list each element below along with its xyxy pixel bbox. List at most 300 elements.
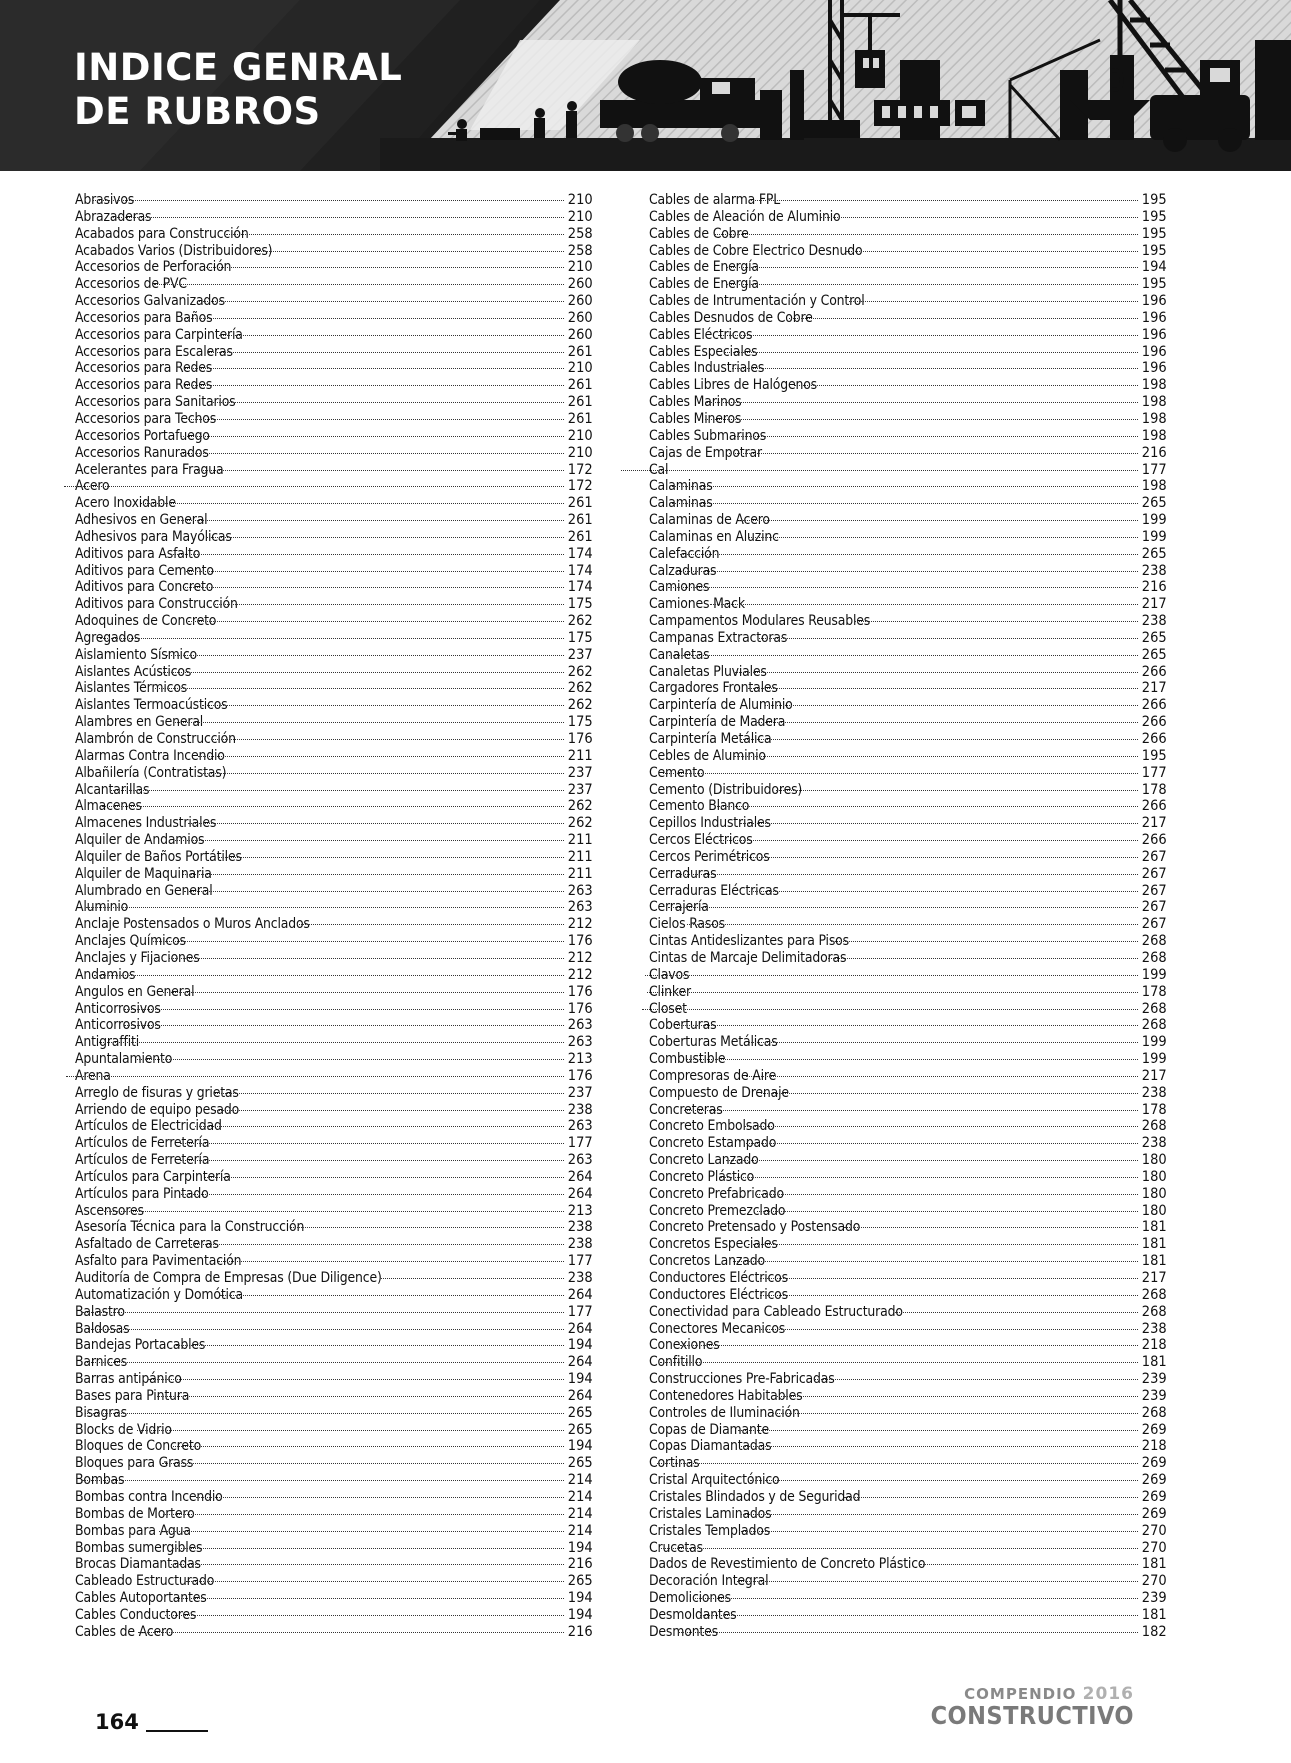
index-entry	[75, 596, 593, 613]
entry-name: Asfalto para Pavimentación	[75, 1253, 242, 1270]
dot-leader	[154, 284, 564, 285]
entry-page-number: 262	[568, 815, 593, 832]
dot-leader	[777, 1396, 1139, 1397]
index-entry	[649, 613, 1167, 630]
index-entry	[75, 293, 593, 310]
entry-name: Cerraduras Eléctricas	[649, 882, 779, 899]
entry-name: Canaletas	[649, 646, 710, 663]
entry-name: Accesorios Galvanizados	[75, 293, 225, 310]
index-entry	[75, 1051, 593, 1068]
dot-leader	[741, 1446, 1139, 1447]
index-entry	[649, 1573, 1167, 1590]
entry-name: Cables de alarma FPL	[649, 192, 781, 208]
dot-leader	[757, 722, 1139, 723]
dot-leader	[159, 672, 564, 673]
dot-leader	[184, 368, 565, 369]
entry-name: Calzaduras	[649, 562, 717, 579]
entry-name: Accesorios para Techos	[75, 410, 217, 427]
index-entry	[75, 1186, 593, 1203]
dot-leader	[215, 1110, 564, 1111]
entry-page-number: 210	[568, 444, 593, 461]
index-entry	[75, 1438, 593, 1455]
entry-page-number: 260	[568, 309, 593, 326]
index-entry	[75, 1085, 593, 1102]
entry-name: Cerrajería	[649, 899, 709, 916]
index-entry	[75, 1017, 593, 1034]
dot-leader	[180, 1143, 564, 1144]
entry-page-number: 176	[568, 731, 593, 747]
entry-page-number: 264	[568, 1286, 593, 1303]
index-entry	[649, 798, 1167, 815]
entry-page-number: 239	[1142, 1387, 1167, 1404]
index-entry	[649, 1085, 1167, 1102]
entry-name: Acelerantes para Fragua	[75, 461, 224, 478]
index-entry	[649, 933, 1167, 950]
entry-name: Combustible	[649, 1051, 726, 1068]
entry-name: Cristales Laminados	[649, 1505, 772, 1522]
index-entry	[649, 1556, 1167, 1573]
entry-page-number: 267	[1142, 865, 1167, 882]
entry-name: Clinker	[649, 983, 691, 1000]
dot-leader	[748, 1042, 1139, 1043]
entry-name: Aditivos para Concreto	[75, 579, 214, 596]
entry-page-number: 180	[1142, 1185, 1167, 1202]
entry-name: Cables Marinos	[649, 394, 742, 411]
index-entry	[649, 327, 1167, 344]
dot-leader	[184, 318, 564, 319]
brand-year: 2016	[1082, 1684, 1134, 1704]
entry-page-number: 181	[1142, 1606, 1167, 1623]
index-entry	[649, 377, 1167, 394]
dot-leader	[206, 267, 564, 268]
entry-name: Aluminio	[75, 899, 129, 916]
index-entry	[75, 714, 593, 731]
dot-leader	[677, 1025, 1139, 1026]
dot-leader	[82, 1480, 565, 1481]
entry-name: Cemento	[649, 764, 705, 781]
brand-line-2: CONSTRUCTIVO	[930, 1701, 1134, 1730]
entry-page-number: 195	[1142, 208, 1167, 225]
dot-leader	[684, 1110, 1139, 1111]
entry-name: Conexiones	[649, 1337, 720, 1354]
dot-leader	[735, 672, 1138, 673]
dot-leader	[124, 1009, 564, 1010]
index-entry	[75, 478, 593, 495]
entry-page-number: 264	[568, 1354, 593, 1371]
entry-name: Concreto Plástico	[649, 1168, 755, 1185]
index-entry	[649, 1169, 1167, 1186]
entry-name: Accesorios de PVC	[75, 276, 187, 293]
index-entry	[649, 1337, 1167, 1354]
index-entry	[649, 832, 1167, 849]
entry-page-number: 265	[1142, 646, 1167, 663]
index-entry	[649, 630, 1167, 647]
entry-page-number: 261	[568, 410, 593, 427]
entry-name: Cristales Blindados y de Seguridad	[649, 1488, 861, 1505]
index-entry	[75, 1573, 593, 1590]
entry-page-number: 268	[1142, 949, 1167, 966]
entry-name: Adhesivos en General	[75, 512, 208, 529]
entry-name: Anclajes Químicos	[75, 933, 186, 950]
entry-name: Cepillos Industriales	[649, 815, 771, 832]
entry-name: Cables de Energía	[649, 276, 759, 293]
index-entry	[649, 765, 1167, 782]
index-entry	[649, 1034, 1167, 1051]
index-entry	[649, 1102, 1167, 1119]
index-entry	[75, 731, 593, 748]
entry-page-number: 199	[1142, 512, 1167, 529]
entry-page-number: 195	[1142, 225, 1167, 242]
index-entry	[75, 377, 593, 394]
index-entry	[649, 664, 1167, 681]
dot-leader	[202, 705, 565, 706]
entry-page-number: 261	[568, 528, 593, 545]
dot-leader	[828, 958, 1139, 959]
entry-name: Demoliciones	[649, 1590, 731, 1607]
entry-name: Abrasivos	[75, 192, 135, 208]
index-entry	[75, 1118, 593, 1135]
entry-page-number: 238	[1142, 1135, 1167, 1152]
index-entry	[649, 1506, 1167, 1523]
entry-name: Adoquines de Concreto	[75, 613, 217, 630]
dot-leader	[291, 1227, 565, 1228]
entry-page-number: 269	[1142, 1455, 1167, 1472]
dot-leader	[124, 1025, 564, 1026]
index-entry	[75, 1472, 593, 1489]
dot-leader	[206, 537, 564, 538]
entry-name: Calaminas	[649, 478, 713, 495]
index-entry	[75, 1102, 593, 1119]
index-entry	[75, 798, 593, 815]
entry-name: Accesorios para Redes	[75, 360, 213, 377]
entry-page-number: 238	[568, 1101, 593, 1118]
dot-leader	[726, 1160, 1139, 1161]
entry-page-number: 210	[568, 360, 593, 377]
dot-leader	[171, 1446, 565, 1447]
dot-leader	[920, 1564, 1139, 1565]
dot-leader	[846, 251, 1138, 252]
entry-name: Adhesivos para Mayólicas	[75, 528, 232, 545]
entry-name: Barras antipánico	[75, 1371, 182, 1388]
dot-leader	[184, 385, 565, 386]
index-entry	[75, 259, 593, 276]
index-entry	[75, 546, 593, 563]
entry-name: Artículos de Ferretería	[75, 1152, 210, 1169]
dot-leader	[680, 554, 1138, 555]
dot-leader	[198, 756, 564, 757]
entry-page-number: 264	[568, 1320, 593, 1337]
dot-leader	[718, 335, 1138, 336]
entry-name: Concreto Premezclado	[649, 1202, 786, 1219]
dot-leader	[88, 1329, 565, 1330]
dot-leader	[82, 1312, 564, 1313]
entry-name: Dados de Revestimiento de Concreto Plástico	[649, 1556, 926, 1573]
dot-leader	[254, 251, 565, 252]
entry-name: Aislantes Acústicos	[75, 663, 192, 680]
dot-leader	[732, 368, 1138, 369]
entry-name: Cables Mineros	[649, 410, 742, 427]
dot-leader	[169, 958, 564, 959]
entry-page-number: 262	[568, 697, 593, 714]
entry-name: Cables de Intrumentación y Control	[649, 293, 865, 310]
index-entry	[649, 697, 1167, 714]
entry-page-number: 216	[568, 1556, 593, 1573]
entry-page-number: 177	[568, 1253, 593, 1270]
entry-name: Alquiler de Andamios	[75, 832, 205, 849]
entry-page-number: 174	[568, 545, 593, 562]
entry-name: Alcantarillas	[75, 781, 150, 798]
dot-leader	[794, 385, 1139, 386]
dot-leader	[678, 1632, 1138, 1633]
index-entry	[649, 731, 1167, 748]
entry-page-number: 196	[1142, 293, 1167, 310]
entry-name: Artículos para Carpintería	[75, 1168, 231, 1185]
entry-name: Cal	[649, 461, 669, 478]
entry-page-number: 264	[568, 1185, 593, 1202]
entry-name: Cables Conductores	[75, 1606, 197, 1623]
dot-leader	[113, 217, 564, 218]
dot-leader	[672, 486, 1138, 487]
index-entry	[75, 579, 593, 596]
dot-leader	[172, 1548, 564, 1549]
entry-name: Concreteras	[649, 1101, 723, 1118]
index-entry	[75, 1506, 593, 1523]
index-entry	[75, 1354, 593, 1371]
index-entry	[75, 647, 593, 664]
entry-page-number: 180	[1142, 1168, 1167, 1185]
index-entry	[75, 849, 593, 866]
dot-leader	[668, 587, 1138, 588]
dot-leader	[181, 436, 564, 437]
entry-name: Balastro	[75, 1303, 125, 1320]
entry-name: Bombas	[75, 1472, 125, 1489]
index-entry	[75, 832, 593, 849]
entry-page-number: 265	[568, 1573, 593, 1590]
entry-name: Carpintería Metálica	[649, 731, 772, 747]
entry-page-number: 266	[1142, 832, 1167, 849]
entry-name: Conductores Eléctricos	[649, 1270, 788, 1286]
dot-leader	[111, 790, 565, 791]
entry-name: Accesorios para Redes	[75, 377, 213, 394]
entry-page-number: 194	[568, 1590, 593, 1607]
entry-page-number: 261	[568, 343, 593, 360]
dot-leader	[761, 1093, 1138, 1094]
index-entry	[75, 1253, 593, 1270]
dot-leader	[751, 200, 1139, 201]
index-entry	[75, 1169, 593, 1186]
index-entry	[75, 192, 593, 209]
dot-leader	[177, 1598, 564, 1599]
dot-leader	[733, 1261, 1138, 1262]
entry-page-number: 194	[568, 1371, 593, 1388]
index-entry	[649, 1304, 1167, 1321]
entry-name: Almacenes Industriales	[75, 815, 217, 832]
entry-name: Coberturas Metálicas	[649, 1034, 778, 1051]
entry-page-number: 237	[568, 764, 593, 781]
entry-page-number: 265	[1142, 545, 1167, 562]
entry-page-number: 237	[568, 646, 593, 663]
dot-leader	[765, 705, 1138, 706]
index-entry	[75, 327, 593, 344]
entry-page-number: 210	[568, 208, 593, 225]
entry-name: Concreto Lanzado	[649, 1152, 759, 1169]
entry-page-number: 263	[568, 882, 593, 899]
index-entry	[75, 613, 593, 630]
dot-leader	[94, 975, 564, 976]
dot-leader	[170, 554, 564, 555]
index-entry	[75, 1371, 593, 1388]
entry-name: Arriendo de equipo pesado	[75, 1101, 240, 1118]
entry-name: Compuesto de Drenaje	[649, 1084, 789, 1101]
entry-name: Aditivos para Cemento	[75, 562, 214, 579]
dot-leader	[738, 857, 1138, 858]
entry-page-number: 195	[1142, 747, 1167, 764]
dot-leader	[741, 739, 1139, 740]
entry-page-number: 238	[1142, 613, 1167, 630]
entry-name: Cebles de Aluminio	[649, 747, 766, 764]
entry-page-number: 176	[568, 933, 593, 950]
index-entry	[649, 495, 1167, 512]
entry-name: Construcciones Pre-Fabricadas	[649, 1371, 835, 1388]
index-entry	[649, 344, 1167, 361]
dot-leader	[706, 402, 1139, 403]
entry-page-number: 263	[568, 1017, 593, 1034]
entry-name: Cables de Energía	[649, 259, 759, 276]
dot-leader	[155, 688, 565, 689]
dot-leader	[893, 1312, 1138, 1313]
entry-page-number: 181	[1142, 1236, 1167, 1253]
index-entry	[649, 445, 1167, 462]
dot-leader	[195, 1126, 565, 1127]
dot-leader	[739, 1531, 1138, 1532]
entry-name: Accesorios para Carpintería	[75, 326, 243, 343]
entry-page-number: 262	[568, 680, 593, 697]
index-entry	[75, 916, 593, 933]
dot-leader	[163, 992, 564, 993]
entry-page-number: 199	[1142, 528, 1167, 545]
index-entry	[649, 1354, 1167, 1371]
entry-page-number: 211	[568, 865, 593, 882]
index-entry	[75, 1236, 593, 1253]
index-entry	[75, 1590, 593, 1607]
index-entry	[75, 226, 593, 243]
entry-page-number: 213	[568, 1051, 593, 1068]
entry-name: Accesorios Portafuego	[75, 427, 210, 444]
entry-page-number: 261	[568, 512, 593, 529]
dot-leader	[821, 217, 1139, 218]
entry-name: Andamios	[75, 966, 136, 983]
dot-leader	[759, 638, 1138, 639]
entry-page-number: 177	[568, 1303, 593, 1320]
entry-page-number: 268	[1142, 1017, 1167, 1034]
index-entry	[75, 1540, 593, 1557]
page-title	[74, 46, 402, 134]
entry-page-number: 217	[1142, 1067, 1167, 1084]
entry-name: Barnices	[75, 1354, 128, 1371]
index-entry	[649, 1118, 1167, 1135]
dot-leader	[208, 352, 565, 353]
entry-page-number: 258	[568, 242, 593, 259]
dot-leader	[188, 621, 564, 622]
dot-leader	[740, 823, 1138, 824]
index-entry	[649, 1270, 1167, 1287]
index-entry	[649, 647, 1167, 664]
entry-name: Aditivos para Asfalto	[75, 545, 201, 562]
entry-name: Bases para Pintura	[75, 1387, 190, 1404]
entry-page-number: 238	[1142, 1320, 1167, 1337]
dot-leader	[849, 301, 1138, 302]
dot-leader	[200, 773, 564, 774]
entry-name: Albañilería (Contratistas)	[75, 764, 227, 781]
entry-page-number: 270	[1142, 1522, 1167, 1539]
entry-page-number: 266	[1142, 731, 1167, 747]
entry-name: Closet	[649, 1000, 687, 1017]
entry-page-number: 172	[568, 461, 593, 478]
entry-name: Aislamiento Sísmico	[75, 646, 197, 663]
dot-leader	[297, 924, 564, 925]
entry-name: Bombas contra Incendio	[75, 1488, 223, 1505]
entry-page-number: 266	[1142, 714, 1167, 731]
dot-leader	[175, 840, 565, 841]
entry-name: Concreto Estampado	[649, 1135, 777, 1152]
entry-name: Cristal Arquitectónico	[649, 1472, 780, 1489]
entry-name: Conectividad para Cableado Estructurado	[649, 1303, 903, 1320]
entry-page-number: 174	[568, 579, 593, 596]
entry-page-number: 177	[1142, 764, 1167, 781]
index-entry	[649, 1068, 1167, 1085]
index-entry	[649, 1001, 1167, 1018]
index-entry	[649, 293, 1167, 310]
dot-leader	[748, 688, 1138, 689]
entry-page-number: 181	[1142, 1354, 1167, 1371]
entry-page-number: 258	[568, 225, 593, 242]
entry-name: Cargadores Frontales	[649, 680, 778, 697]
entry-page-number: 268	[1142, 1118, 1167, 1135]
entry-name: Cables Industriales	[649, 360, 765, 377]
index-entry	[75, 697, 593, 714]
entry-page-number: 269	[1142, 1505, 1167, 1522]
index-entry	[649, 596, 1167, 613]
entry-page-number: 175	[568, 596, 593, 613]
entry-name: Blocks de Vidrio	[75, 1421, 172, 1438]
dot-leader	[726, 284, 1138, 285]
entry-name: Cemento Blanco	[649, 798, 750, 815]
dot-leader	[64, 486, 564, 487]
entry-page-number: 198	[1142, 394, 1167, 411]
entry-page-number: 210	[568, 427, 593, 444]
index-entry	[75, 1523, 593, 1540]
index-entry	[649, 883, 1167, 900]
index-entry	[75, 866, 593, 883]
entry-page-number: 194	[568, 1438, 593, 1455]
index-entry	[75, 664, 593, 681]
entry-name: Coberturas	[649, 1017, 717, 1034]
entry-name: Camiones	[649, 579, 710, 596]
entry-name: Bombas para Agua	[75, 1522, 191, 1539]
dot-leader	[663, 773, 1139, 774]
entry-page-number: 264	[568, 1387, 593, 1404]
entry-page-number: 218	[1142, 1337, 1167, 1354]
dot-leader	[714, 234, 1138, 235]
entry-name: Cables Libres de Halógenos	[649, 377, 817, 394]
entry-page-number: 216	[1142, 444, 1167, 461]
index-entry	[649, 1607, 1167, 1624]
dot-leader	[218, 1261, 565, 1262]
index-entry	[649, 563, 1167, 580]
dot-leader	[186, 1581, 564, 1582]
entry-page-number: 210	[568, 192, 593, 208]
dot-leader	[162, 1463, 565, 1464]
